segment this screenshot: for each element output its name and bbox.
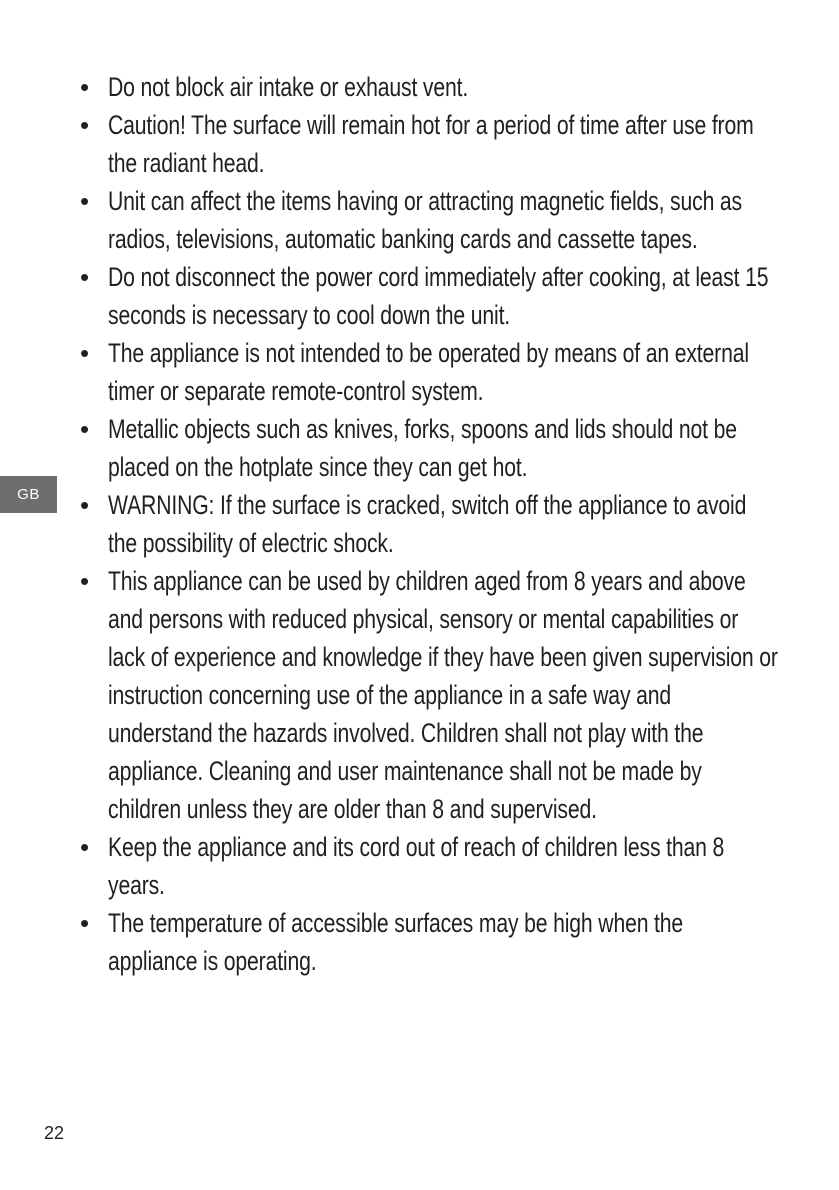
list-item-text: This appliance can be used by children aged from 8 years and above and persons with reduced physical, sensory or mental capabilities or lack of experience and knowledge if they have been given supervision or instruction concerning use of the appliance in a safe way and understand the hazards involved. Children shall not play with the appliance. Cleaning and user maintenance shall not be made by children unless they are older than 8 and supervised. bbox=[108, 566, 778, 824]
list-item bbox=[78, 182, 778, 258]
list-item bbox=[78, 258, 778, 334]
list-item bbox=[78, 828, 778, 904]
bullet-icon: • bbox=[80, 832, 89, 862]
list-item-text: Caution! The surface will remain hot for a period of time after use from the radiant head. bbox=[108, 110, 754, 178]
list-item-text: Do not block air intake or exhaust vent. bbox=[108, 72, 469, 102]
list-item bbox=[78, 486, 778, 562]
language-tab: GB bbox=[0, 476, 57, 513]
bullet-icon: • bbox=[80, 72, 89, 102]
list-item bbox=[78, 562, 778, 828]
bullet-icon: • bbox=[80, 262, 89, 292]
list-item-text: The appliance is not intended to be operated by means of an external timer or separate remote-control system. bbox=[108, 338, 749, 406]
safety-instructions-list bbox=[78, 68, 778, 980]
list-item-text: WARNING: If the surface is cracked, switch off the appliance to avoid the possibility of electric shock. bbox=[108, 490, 747, 558]
list-item bbox=[78, 904, 778, 980]
page-number: 22 bbox=[44, 1123, 65, 1143]
bullet-icon: • bbox=[80, 490, 89, 520]
bullet-icon: • bbox=[80, 414, 89, 444]
bullet-icon: • bbox=[80, 908, 89, 938]
list-item-text: Do not disconnect the power cord immediately after cooking, at least 15 seconds is necessary to cool down the unit. bbox=[108, 262, 769, 330]
list-item-text: Keep the appliance and its cord out of reach of children less than 8 years. bbox=[108, 832, 725, 900]
bullet-icon: • bbox=[80, 110, 89, 140]
list-item bbox=[78, 334, 778, 410]
bullet-icon: • bbox=[80, 338, 89, 368]
bullet-icon: • bbox=[80, 186, 89, 216]
list-item-text: Unit can affect the items having or attracting magnetic fields, such as radios, televisions, automatic banking cards and cassette tapes. bbox=[108, 186, 742, 254]
list-item-text: The temperature of accessible surfaces may be high when the appliance is operating. bbox=[108, 908, 684, 976]
list-item bbox=[78, 68, 778, 106]
list-item bbox=[78, 410, 778, 486]
list-item bbox=[78, 106, 778, 182]
bullet-icon: • bbox=[80, 566, 89, 596]
list-item-text: Metallic objects such as knives, forks, spoons and lids should not be placed on the hotplate since they can get hot. bbox=[108, 414, 737, 482]
